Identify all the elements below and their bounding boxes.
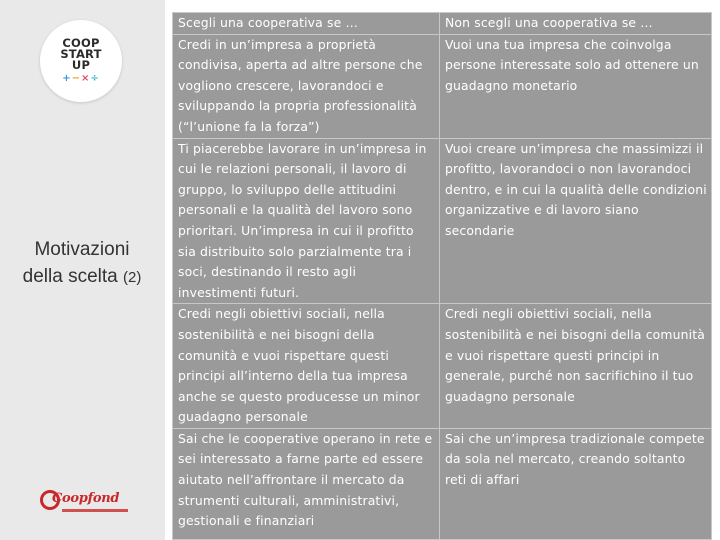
section-title-line-2: della scelta [22,266,118,287]
cell-choose-coop: Ti piacerebbe lavorare in un’impresa in cui le relazioni personali, il lavoro di gruppo, lo sviluppo delle attitudini personali e la qualità del lavoro sono prioritari. Un’impresa in cui il profitto sia distribuito solo parzialmente tra i soci, destinando il resto agli investimenti futuri. [173,138,440,304]
logo-line-2: START [60,47,102,61]
cell-not-choose-coop: Sai che un’impresa tradizionale compete da sola nel mercato, creando soltanto reti di affari [440,428,712,539]
table-header-row [173,13,712,35]
table-row [173,34,712,138]
minus-symbol: − [71,73,81,84]
section-title-line-1: Motivazioni [34,239,130,260]
header-choose-coop: Scegli una cooperativa se … [173,13,440,35]
logo-math-symbols [40,73,122,85]
section-number: (2) [123,269,142,286]
coop-startup-logo [40,20,122,102]
cell-not-choose-coop: Credi negli obiettivi sociali, nella sostenibilità e nei bisogni della comunità e vuoi rispettare questi principi in generale, purché non sacrifichino il tuo guadagno personale [440,304,712,429]
section-title [6,236,158,291]
coopfond-tagline-bar [62,509,128,512]
table-row [173,304,712,429]
cell-not-choose-coop: Vuoi creare un’impresa che massimizzi il profitto, lavorandoci o non lavorandoci dentro, e in cui la qualità delle condizioni organizzative e di lavoro siano secondarie [440,138,712,304]
table-row [173,428,712,539]
cell-not-choose-coop: Vuoi una tua impresa che coinvolga persone interessate solo ad ottenere un guadagno monetario [440,34,712,138]
sidebar [0,0,165,540]
plus-symbol: + [62,73,72,84]
divide-symbol: ÷ [90,73,100,84]
logo-line-3: UP [71,58,91,72]
times-symbol: × [81,73,91,84]
coopfond-logo [40,488,130,518]
cell-choose-coop: Credi negli obiettivi sociali, nella sostenibilità e nei bisogni della comunità e vuoi rispettare questi principi all’interno della tua impresa anche se questo producesse un minor guadagno personale [173,304,440,429]
header-not-choose-coop: Non scegli una cooperativa se … [440,13,712,35]
cell-choose-coop: Sai che le cooperative operano in rete e sei interessato a farne parte ed essere aiutato nell’affrontare il mercato da strumenti culturali, amministrativi, gestionali e finanziari [173,428,440,539]
comparison-table [172,12,712,540]
cell-choose-coop: Credi in un’impresa a proprietà condivisa, aperta ad altre persone che vogliono crescere, lavorandoci e sviluppando la propria professionalità (“l’unione fa la forza”) [173,34,440,138]
coopfond-wordmark: Coopfond [52,491,120,506]
logo-line-1: COOP [62,36,100,50]
table-row [173,138,712,304]
